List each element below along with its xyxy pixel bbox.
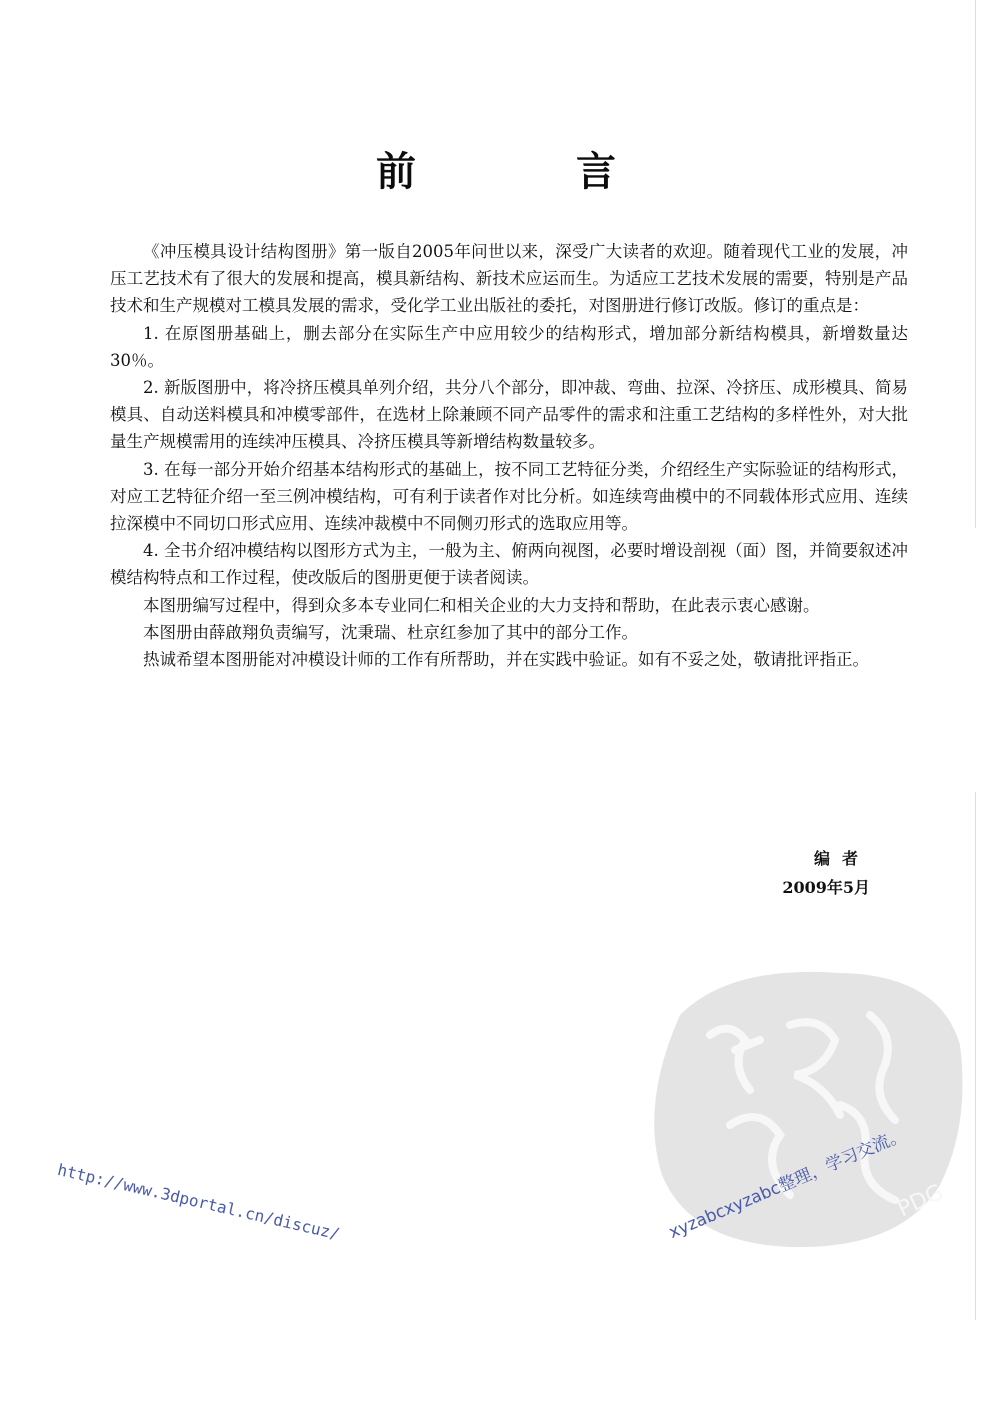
watermark-url: http://www.3dportal.cn/discuz/ xyxy=(55,1160,342,1244)
signature-author: 编者 xyxy=(813,849,870,868)
preface-body xyxy=(110,238,908,673)
page-title: 前 言 xyxy=(376,149,676,195)
seal-label: PDG xyxy=(893,1179,948,1223)
paragraph-point-3: 3. 在每一部分开始介绍基本结构形式的基础上，按不同工艺特征分类，介绍经生产实际验证的结构形式，对应工艺特征介绍一至三例冲模结构，可有利于读者作对比分析。如连续弯曲模中的不同载体形式应用、连续拉深模中不同切口形式应用、连续冲裁模中不同侧刃形式的选取应用等。 xyxy=(110,459,908,534)
paragraph-closing: 热诚希望本图册能对冲模设计师的工作有所帮助，并在实践中验证。如有不妥之处，敬请批评指正。 xyxy=(143,650,869,670)
paragraph-point-1: 1. 在原图册基础上，删去部分在实际生产中应用较少的结构形式，增加部分新结构模具，新增数量达30％。 xyxy=(110,323,908,370)
paragraph-point-4: 4. 全书介绍冲模结构以图形方式为主，一般为主、俯两向视图，必要时增设剖视（面）图，并简要叙述冲模结构特点和工作过程，使改版后的图册更便于读者阅读。 xyxy=(110,541,908,588)
paragraph-thanks: 本图册编写过程中，得到众多本专业同仁和相关企业的大力支持和帮助，在此表示衷心感谢。 xyxy=(143,595,820,615)
paragraph-authors: 本图册由薛啟翔负责编写，沈秉瑞、杜京红参加了其中的部分工作。 xyxy=(143,622,638,642)
signature-date: 2009年5月 xyxy=(782,878,870,897)
scan-margin-line xyxy=(975,0,976,1320)
paragraph-point-2: 2. 新版图册中，将冷挤压模具单列介绍，共分八个部分，即冲裁、弯曲、拉深、冷挤压、成形模具、简易模具、自动送料模具和冲模零部件，在选材上除兼顾不同产品零件的需求和注重工艺结构的多样性外，对大批量生产规模需用的连续冲压模具、冷挤压模具等新增结构数量较多。 xyxy=(110,378,908,452)
paragraph-intro: 《冲压模具设计结构图册》第一版自2005年问世以来，深受广大读者的欢迎。随着现代工业的发展，冲压工艺技术有了很大的发展和提高，模具新结构、新技术应运而生。为适应工艺技术发展的需要，特别是产品技术和生产规模对工模具发展的需求，受化学工业出版社的委托，对图册进行修订改版。修订的重点是： xyxy=(110,242,908,316)
watermark-note: xyzabcxyzabc整理，学习交流。 xyxy=(665,1124,909,1244)
